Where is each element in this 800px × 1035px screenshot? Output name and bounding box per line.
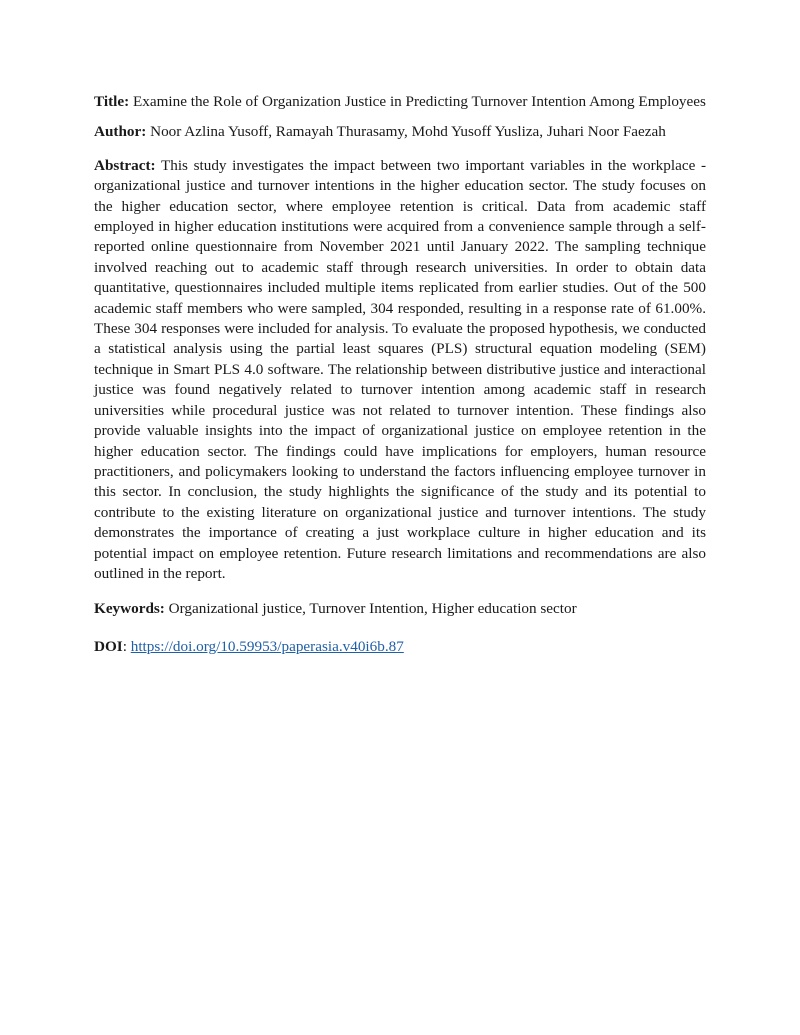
document-page — [94, 92, 706, 657]
doi-separator: : — [122, 637, 127, 655]
title-paragraph — [94, 92, 706, 112]
doi-label: DOI — [94, 637, 123, 655]
keywords-label: Keywords: — [94, 600, 165, 618]
abstract-label: Abstract: — [94, 156, 156, 174]
abstract-text: This study investigates the impact between two important variables in the workplace - organizational justice and turnover intentions in the higher education sector. The study focuses on the higher education sector, where employee retention is critical. Data from academic staff employed in higher education institutions were acquired from a convenience sample through a self-reported online questionnaire from November 2021 until January 2022. The sampling technique involved reaching out to academic staff through research universities. In order to obtain data quantitative, questionnaires included multiple items replicated from earlier studies. Out of the 500 academic staff members who were sampled, 304 responded, resulting in a response rate of 61.00%. These 304 responses were included for analysis. To evaluate the proposed hypothesis, we conducted a statistical analysis using the partial least squares (PLS) structural equation modeling (SEM) technique in Smart PLS 4.0 software. The relationship between distributive justice and interactional justice was found negatively related to turnover intention among academic staff in research universities while procedural justice was not related to turnover intention. These findings also provide valuable insights into the impact of organizational justice on employee retention in the higher education sector. The findings could have implications for employers, human resource practitioners, and policymakers looking to understand the factors influencing employee turnover in this sector. In conclusion, the study highlights the significance of the study and its potential to contribute to the existing literature on organizational justice and turnover intentions. The study demonstrates the importance of creating a just workplace culture in higher education and its potential impact on employee retention. Future research limitations and recommendations are also outlined in the report. — [94, 156, 707, 582]
doi-paragraph — [94, 637, 706, 657]
doi-link[interactable]: https://doi.org/10.59953/paperasia.v40i6b.87 — [130, 637, 404, 655]
title-text: Examine the Role of Organization Justice in Predicting Turnover Intention Among Employees — [132, 93, 706, 110]
author-text: Noor Azlina Yusoff, Ramayah Thurasamy, Mohd Yusoff Yusliza, Juhari Noor Faezah — [150, 123, 666, 141]
keywords-text: Organizational justice, Turnover Intention, Higher education sector — [168, 600, 577, 618]
keywords-paragraph — [94, 599, 706, 619]
author-paragraph — [94, 122, 706, 142]
title-label: Title: — [94, 93, 130, 110]
abstract-paragraph — [94, 156, 706, 585]
author-label: Author: — [94, 123, 147, 141]
